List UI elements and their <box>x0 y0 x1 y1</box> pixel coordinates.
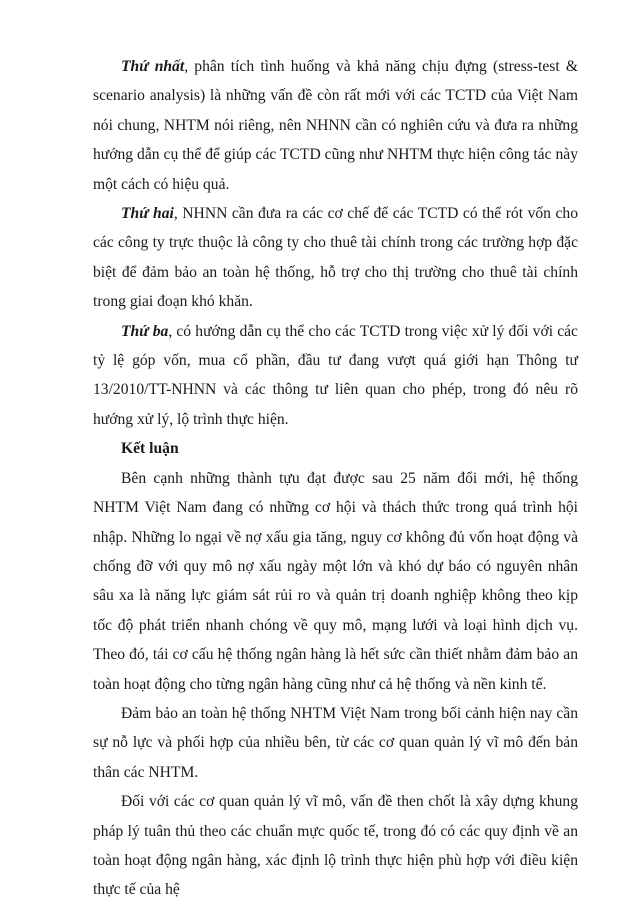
paragraph-thu-ba <box>93 317 578 435</box>
paragraph-thu-hai <box>93 199 578 317</box>
paragraph-text: , NHNN cần đưa ra các cơ chế để các TCTD có thể rót vốn cho các công ty trực thuộc là công ty cho thuê tài chính trong các trường hợp đặc biệt để đảm bảo an toàn hệ thống, hỗ trợ cho thị trường cho thuê tài chính trong giai đoạn khó khăn. <box>93 205 579 311</box>
paragraph-text: , có hướng dẫn cụ thể cho các TCTD trong việc xử lý đối với các tỷ lệ góp vốn, mua cổ phần, đầu tư đang vượt quá giới hạn Thông tư 13/2010/TT-NHNN và các thông tư liên quan cho phép, trong đó nêu rõ hướng xử lý, lộ trình thực hiện. <box>93 322 578 428</box>
paragraph-text: , phân tích tình huống và khả năng chịu đựng (stress-test & scenario analysis) là những vấn đề còn rất mới với các TCTD của Việt Nam nói chung, NHTM nói riêng, nên NHNN cần có nghiên cứu và đưa ra những hướng dẫn cụ thể để giúp các TCTD cũng như NHTM thực hiện công tác này một cách có hiệu quả. <box>93 58 579 193</box>
section-heading-ket-luan: Kết luận <box>121 440 179 458</box>
conclusion-paragraph: Bên cạnh những thành tựu đạt được sau 25 năm đổi mới, hệ thống NHTM Việt Nam đang có những cơ hội và thách thức trong quá trình hội nhập. Những lo ngại về nợ xấu gia tăng, nguy cơ không đủ vốn hoạt động và chống đỡ với quy mô nợ xấu ngày một lớn và khó dự báo có nguyên nhân sâu xa là năng lực giám sát rủi ro và quản trị doanh nghiệp không theo kịp tốc độ phát triển nhanh chóng về quy mô, mạng lưới và loại hình dịch vụ. Theo đó, tái cơ cấu hệ thống ngân hàng là hết sức cần thiết nhằm đảm bảo an toàn hoạt động cho từng ngân hàng cũng như cả hệ thống và nền kinh tế. <box>93 469 578 693</box>
paragraph-thu-nhat <box>93 52 578 199</box>
paragraph-lead: Thứ ba <box>121 322 169 340</box>
paragraph-lead: Thứ nhất <box>121 58 185 75</box>
conclusion-paragraph: Đảm bảo an toàn hệ thống NHTM Việt Nam trong bối cảnh hiện nay cần sự nỗ lực và phối hợp của nhiều bên, từ các cơ quan quản lý vĩ mô đến bản thân các NHTM. <box>93 704 578 781</box>
conclusion-paragraph: Đối với các cơ quan quản lý vĩ mô, vấn đề then chốt là xây dựng khung pháp lý tuân thủ theo các chuẩn mực quốc tế, trong đó có các quy định về an toàn hoạt động ngân hàng, xác định lộ trình thực hiện phù hợp với điều kiện thực tế của hệ <box>93 793 578 899</box>
paragraph-lead: Thứ hai <box>121 205 174 223</box>
